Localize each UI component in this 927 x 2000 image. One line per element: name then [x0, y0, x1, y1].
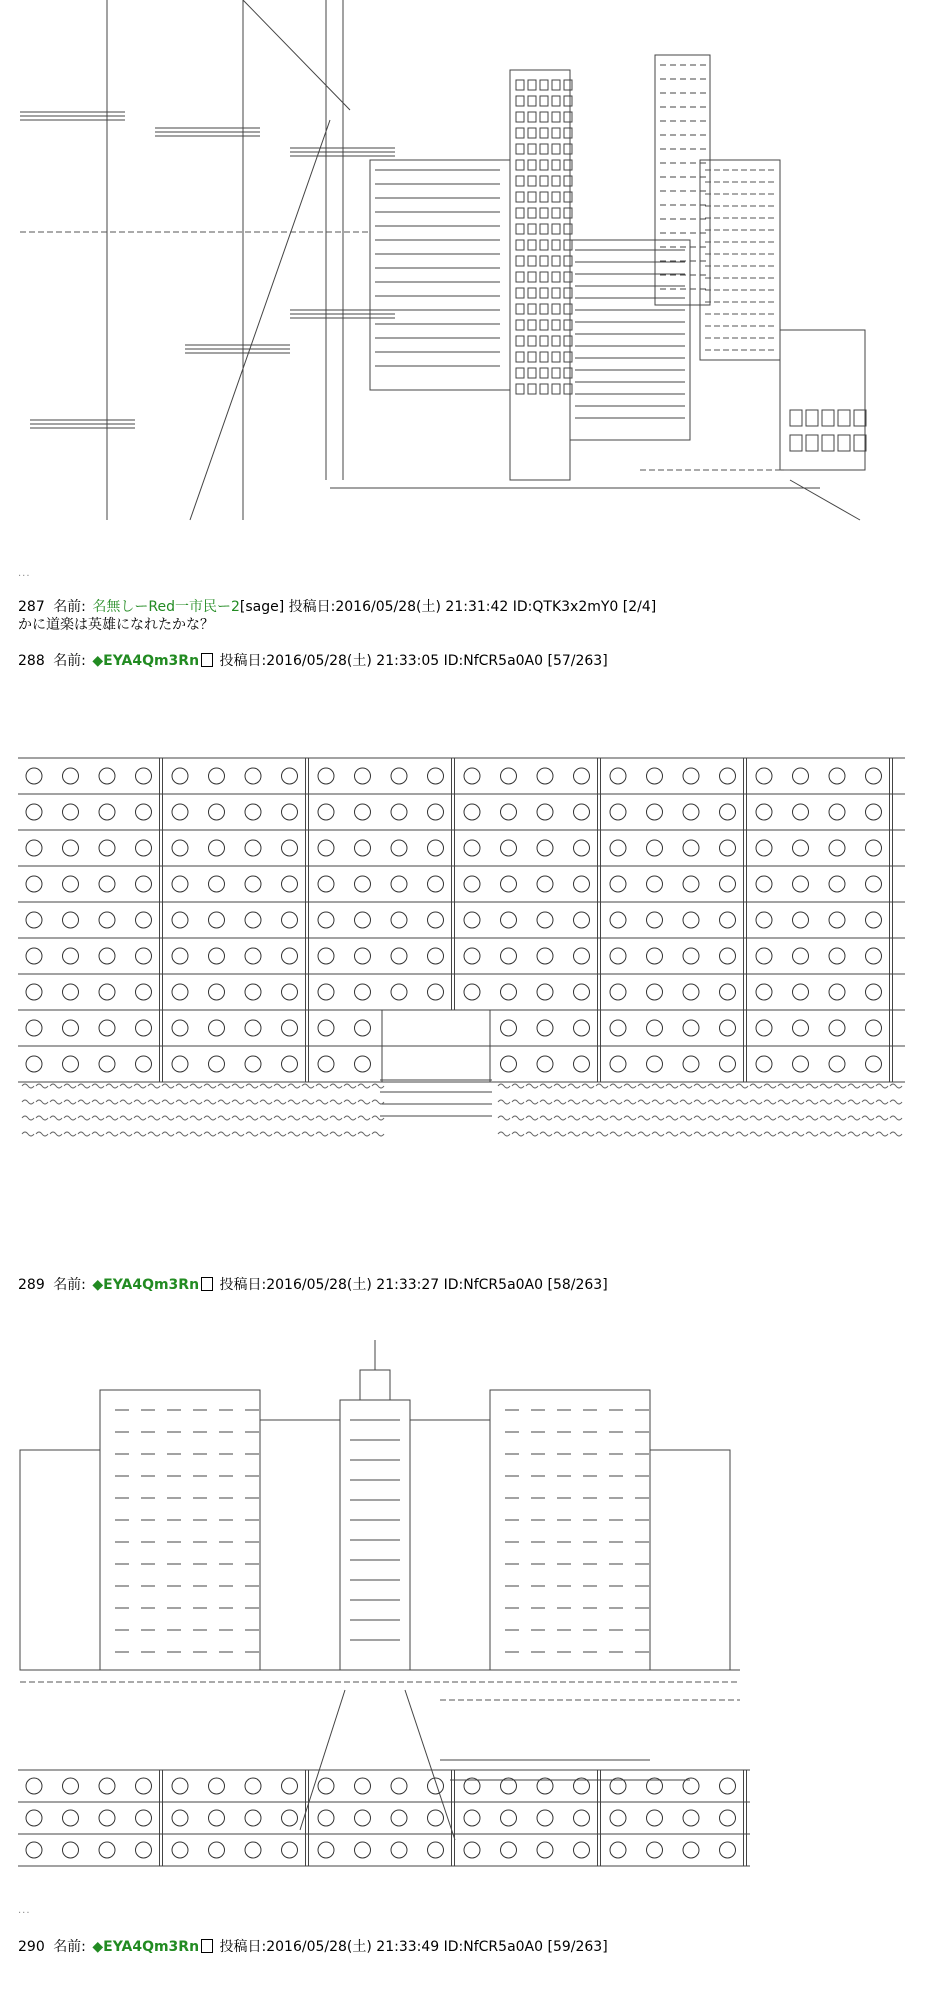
post-count: [59/263]: [547, 1939, 608, 1955]
date-label: 投稿日:: [219, 1277, 267, 1293]
post-header-289: [18, 1276, 608, 1294]
mail-field: [sage]: [239, 599, 285, 615]
post-header-287: [18, 598, 656, 616]
poster-name-link[interactable]: 名無しーRed一市民ー2: [92, 599, 240, 615]
building-grid-art: [0, 740, 927, 1180]
poster-name-link[interactable]: ◆EYA4Qm3Rn: [92, 1939, 200, 1955]
missing-glyph-icon: [201, 653, 213, 667]
post-header-288: [18, 652, 608, 670]
post-count: [58/263]: [547, 1277, 608, 1293]
post-count: [57/263]: [547, 653, 608, 669]
missing-glyph-icon: [201, 1939, 213, 1953]
post-date: 2016/05/28(土) 21:31:42: [335, 599, 509, 615]
poster-name-link[interactable]: ◆EYA4Qm3Rn: [92, 653, 200, 669]
post-number: 287: [18, 599, 45, 615]
name-label: 名前:: [53, 653, 86, 669]
plaza-towers-art: [0, 1330, 927, 1890]
date-label: 投稿日:: [219, 1939, 267, 1955]
post-number: 290: [18, 1939, 45, 1955]
post-id: ID:QTK3x2mY0: [512, 599, 619, 615]
poster-name-link[interactable]: ◆EYA4Qm3Rn: [92, 1277, 200, 1293]
date-label: 投稿日:: [219, 653, 267, 669]
post-date: 2016/05/28(土) 21:33:27: [266, 1277, 440, 1293]
post-date: 2016/05/28(土) 21:33:49: [266, 1939, 440, 1955]
name-label: 名前:: [53, 1939, 86, 1955]
post-id: ID:NfCR5a0A0: [443, 1939, 544, 1955]
post-number: 289: [18, 1277, 45, 1293]
post-id: ID:NfCR5a0A0: [443, 1277, 544, 1293]
separator-dots: ...: [18, 568, 31, 579]
post-id: ID:NfCR5a0A0: [443, 653, 544, 669]
name-label: 名前:: [53, 1277, 86, 1293]
missing-glyph-icon: [201, 1277, 213, 1291]
post-number: 288: [18, 653, 45, 669]
date-label: 投稿日:: [288, 599, 336, 615]
post-date: 2016/05/28(土) 21:33:05: [266, 653, 440, 669]
separator-dots: ...: [18, 1905, 31, 1916]
city-skyline-art: [0, 0, 927, 530]
post-header-290: [18, 1938, 608, 1956]
post-count: [2/4]: [622, 599, 657, 615]
post-body-287: かに道楽は英雄になれたかな？: [18, 617, 214, 633]
name-label: 名前:: [53, 599, 86, 615]
